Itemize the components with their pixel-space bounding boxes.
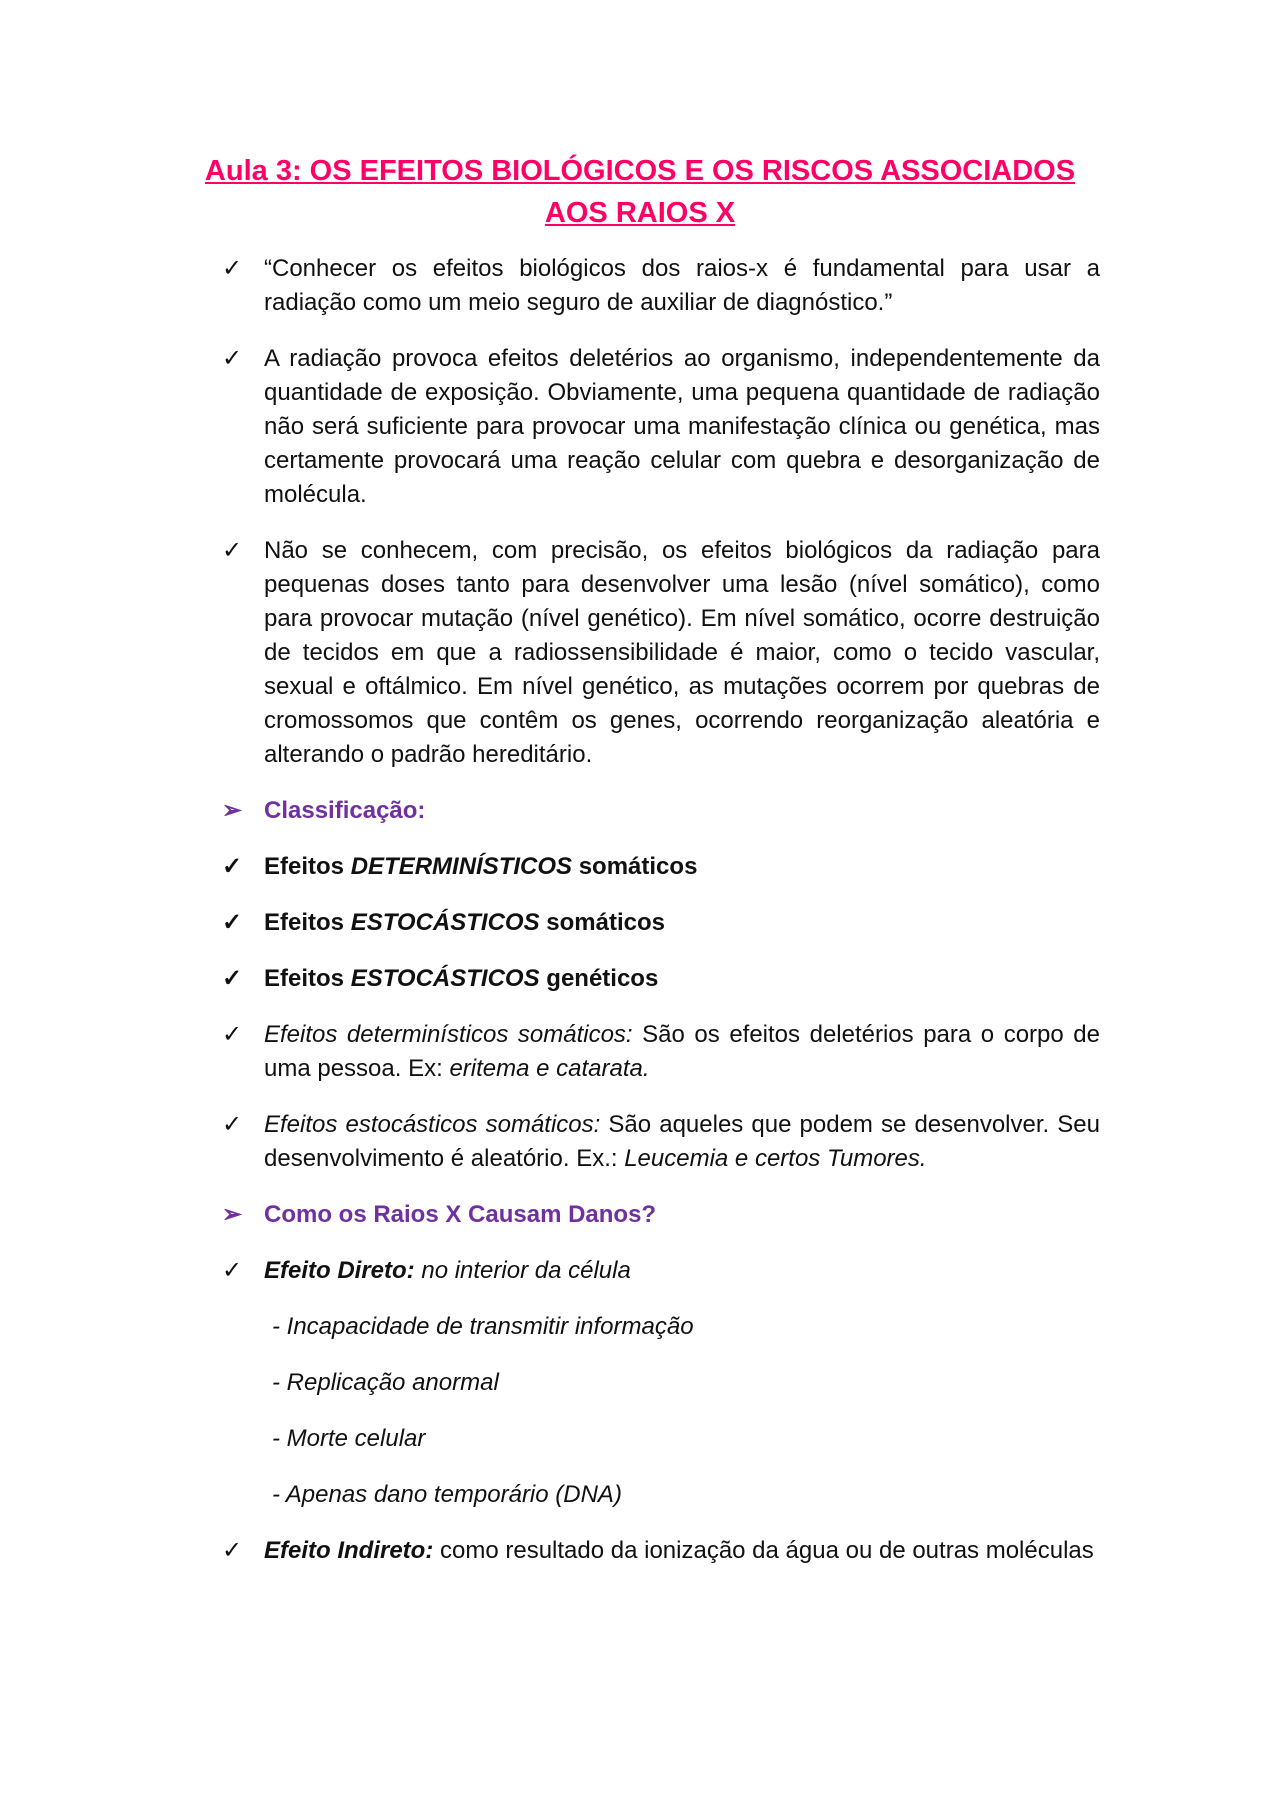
arrow-bullet-icon: ➢ <box>222 797 243 824</box>
page-title <box>190 150 1090 234</box>
definition-text: São aqueles que podem se desenvolver. Seu desenvolvimento é aleatório. Ex.: <box>264 1111 1100 1172</box>
list-item: - Incapacidade de transmitir informação <box>272 1313 694 1340</box>
check-mark-icon: ✓ <box>222 1257 243 1284</box>
class-prefix: Efeitos <box>264 909 351 936</box>
check-mark-icon: ✓ <box>222 909 243 936</box>
paragraph-text: “Conhecer os efeitos biológicos dos raios-x é fundamental para usar a radiação como um meio seguro de auxiliar de diagnóstico.” <box>264 255 1100 316</box>
check-mark-icon: ✓ <box>222 853 243 880</box>
list-item: - Morte celular <box>272 1425 426 1452</box>
effect-term: Efeito Indireto: <box>264 1537 434 1564</box>
definition-text: São os efeitos deletérios para o corpo de uma pessoa. Ex: <box>264 1021 1100 1082</box>
class-term: DETERMINÍSTICOS <box>350 853 573 880</box>
heading-danos <box>222 1198 1100 1232</box>
title-line-1: Aula 3: OS EFEITOS BIOLÓGICOS E OS RISCOS ASSOCIADOS <box>204 155 1076 187</box>
definition-example: eritema e catarata. <box>449 1055 650 1082</box>
effect-indirect <box>222 1534 1100 1568</box>
effect-direct <box>222 1254 1100 1288</box>
effect-text: no interior da célula <box>414 1257 631 1284</box>
definition-stochastic <box>222 1108 1100 1176</box>
arrow-bullet-icon: ➢ <box>222 1201 243 1228</box>
check-mark-icon: ✓ <box>222 1111 243 1138</box>
paragraph-deleterious-effects <box>222 342 1100 512</box>
heading-classificacao <box>222 794 1100 828</box>
heading-text: Como os Raios X Causam Danos? <box>264 1201 657 1228</box>
paragraph-quote <box>222 252 1100 320</box>
check-mark-icon: ✓ <box>222 1021 243 1048</box>
check-mark-icon: ✓ <box>222 1537 243 1564</box>
class-prefix: Efeitos <box>264 853 351 880</box>
class-suffix: somáticos <box>572 853 698 880</box>
effect-term: Efeito Direto: <box>264 1257 415 1284</box>
title-line-2: AOS RAIOS X <box>544 197 736 229</box>
class-suffix: genéticos <box>539 965 659 992</box>
paragraph-text: Não se conhecem, com precisão, os efeitos biológicos da radiação para pequenas doses tanto para desenvolver uma lesão (nível somático), como para provocar mutação (nível genético). Em nível somático, ocorre destruição de tecidos em que a radiossensibilidade é maior, como o tecido vascular, sexual e oftálmico. Em nível genético, as mutações ocorrem por quebras de cromossomos que contêm os genes, ocorrendo reorganização aleatória e alterando o padrão hereditário. <box>264 537 1100 768</box>
heading-text: Classificação: <box>264 797 426 824</box>
effect-text: como resultado da ionização da água ou de outras moléculas <box>433 1537 1094 1564</box>
class-suffix: somáticos <box>539 909 665 936</box>
list-item: - Apenas dano temporário (DNA) <box>272 1481 622 1508</box>
check-mark-icon: ✓ <box>222 345 243 372</box>
check-mark-icon: ✓ <box>222 537 243 564</box>
list-item: - Replicação anormal <box>272 1369 499 1396</box>
definition-term: Efeitos determinísticos somáticos: <box>264 1021 633 1048</box>
definition-example: Leucemia e certos Tumores. <box>624 1145 927 1172</box>
paragraph-small-doses <box>222 534 1100 772</box>
class-item-stochastic-genetic <box>222 962 1100 996</box>
check-mark-icon: ✓ <box>222 965 243 992</box>
check-mark-icon: ✓ <box>222 255 243 282</box>
definition-term: Efeitos estocásticos somáticos: <box>264 1111 601 1138</box>
class-item-deterministic-somatic <box>222 850 1100 884</box>
paragraph-text: A radiação provoca efeitos deletérios ao organismo, independentemente da quantidade de exposição. Obviamente, uma pequena quantidade de radiação não será suficiente para provocar uma manifestação clínica ou genética, mas certamente provocará uma reação celular com quebra e desorganização de molécula. <box>264 345 1100 508</box>
document-body <box>222 252 1100 1590</box>
class-term: ESTOCÁSTICOS <box>350 965 540 992</box>
class-item-stochastic-somatic <box>222 906 1100 940</box>
class-prefix: Efeitos <box>264 965 351 992</box>
class-term: ESTOCÁSTICOS <box>350 909 540 936</box>
definition-deterministic <box>222 1018 1100 1086</box>
